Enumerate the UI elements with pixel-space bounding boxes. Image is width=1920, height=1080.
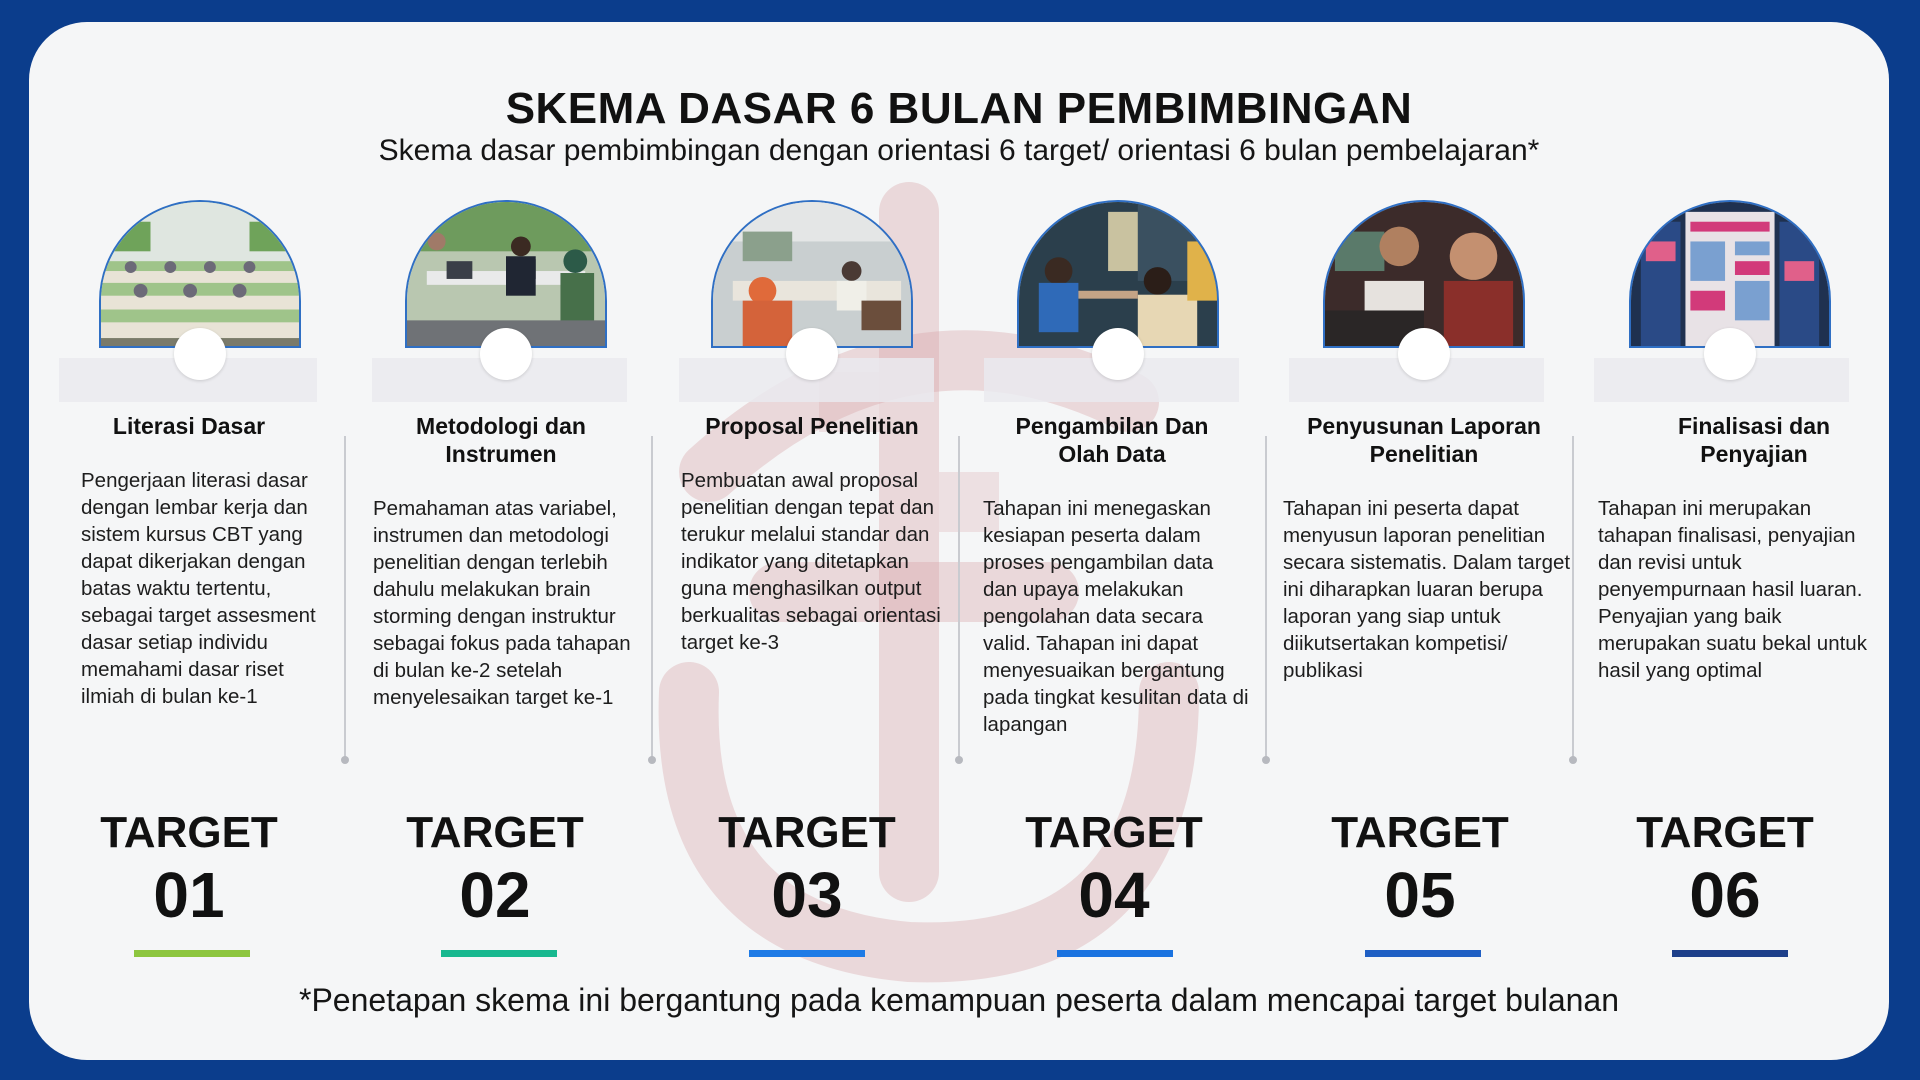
timeline-node	[1092, 328, 1144, 380]
students-writing-photo	[711, 200, 913, 348]
team-selfie-photo	[1323, 200, 1525, 348]
step-divider	[958, 436, 960, 760]
target-number: 01	[153, 859, 225, 931]
target-label: TARGET	[1331, 808, 1509, 857]
target-bar	[749, 950, 865, 957]
target-number: 05	[1384, 859, 1456, 931]
step-title: Proposal Penelitian	[705, 413, 919, 439]
target-label: TARGET	[1025, 808, 1203, 857]
target-label: TARGET	[718, 808, 896, 857]
target-number: 04	[1078, 859, 1150, 931]
step-description: Tahapan ini merupakan tahapan finalisasi, penyajian dan revisi untuk penyempurnaan hasil luaran. Penyajian yang baik merupakan suatu bekal untuk hasil yang optimal	[1598, 497, 1867, 682]
target-label: TARGET	[1636, 808, 1814, 857]
footnote: *Penetapan skema ini bergantung pada kemampuan peserta dalam mencapai target bulanan	[299, 982, 1619, 1018]
timeline-node	[786, 328, 838, 380]
page-title: SKEMA DASAR 6 BULAN PEMBIMBINGAN	[505, 84, 1413, 133]
target-bar	[134, 950, 250, 957]
timeline-node	[1704, 328, 1756, 380]
target-bar	[441, 950, 557, 957]
data-collection-photo	[1017, 200, 1219, 348]
target-number: 02	[459, 859, 531, 931]
classroom-computer-lab-photo	[99, 200, 301, 348]
step-description: Tahapan ini peserta dapat menyusun laporan penelitian secara sistematis. Dalam target ini diharapkan luaran berupa laporan yang siap untuk diikutsertakan kompetisi/ publikasi	[1283, 497, 1571, 682]
target-bar	[1057, 950, 1173, 957]
step-title: Penyusunan Laporan Penelitian	[1307, 413, 1541, 467]
target-number: 06	[1689, 859, 1761, 931]
target-label: TARGET	[406, 808, 584, 857]
students-with-laptops-photo	[405, 200, 607, 348]
infographic-card	[29, 22, 1889, 1060]
step-title: Finalisasi dan Penyajian	[1677, 413, 1831, 467]
target-number: 03	[771, 859, 843, 931]
step-description: Tahapan ini menegaskan kesiapan peserta dalam proses pengambilan data dan upaya melakukan pengolahan data secara valid. Tahapan ini dapat menyesuaikan bergantung pada tingkat kesulitan data di lapangan	[983, 497, 1249, 736]
step-description: Pembuatan awal proposal penelitian dengan tepat dan terukur melalui standar dan indikator yang ditetapkan guna menghasilkan output berkualitas sebagai orientasi target ke-3	[681, 469, 941, 654]
step-title: Metodologi dan Instrumen	[416, 413, 586, 467]
target-bar	[1672, 950, 1788, 957]
step-divider	[1572, 436, 1574, 760]
step-divider	[344, 436, 346, 760]
step-title: Pengambilan Dan Olah Data	[1015, 413, 1209, 467]
step-title: Literasi Dasar	[112, 413, 266, 439]
target-label: TARGET	[100, 808, 278, 857]
timeline-node	[480, 328, 532, 380]
step-divider	[1265, 436, 1267, 760]
step-divider	[651, 436, 653, 760]
step-description: Pengerjaan literasi dasar dengan lembar kerja dan sistem kursus CBT yang dapat dikerjakan dengan batas waktu tertentu, sebagai target assesment dasar setiap individu memahami dasar riset ilmiah di bulan ke-1	[81, 469, 316, 708]
timeline-node	[174, 328, 226, 380]
timeline-node	[1398, 328, 1450, 380]
step-description: Pemahaman atas variabel, instrumen dan metodologi penelitian dengan terlebih dahulu melakukan brain storming dengan instruktur sebagai fokus pada tahapan di bulan ke-2 setelah menyelesaikan target ke-1	[373, 497, 631, 709]
page-subtitle: Skema dasar pembimbingan dengan orientasi 6 target/ orientasi 6 bulan pembelajaran*	[378, 134, 1540, 167]
research-poster-board-photo	[1629, 200, 1831, 348]
target-bar	[1365, 950, 1481, 957]
